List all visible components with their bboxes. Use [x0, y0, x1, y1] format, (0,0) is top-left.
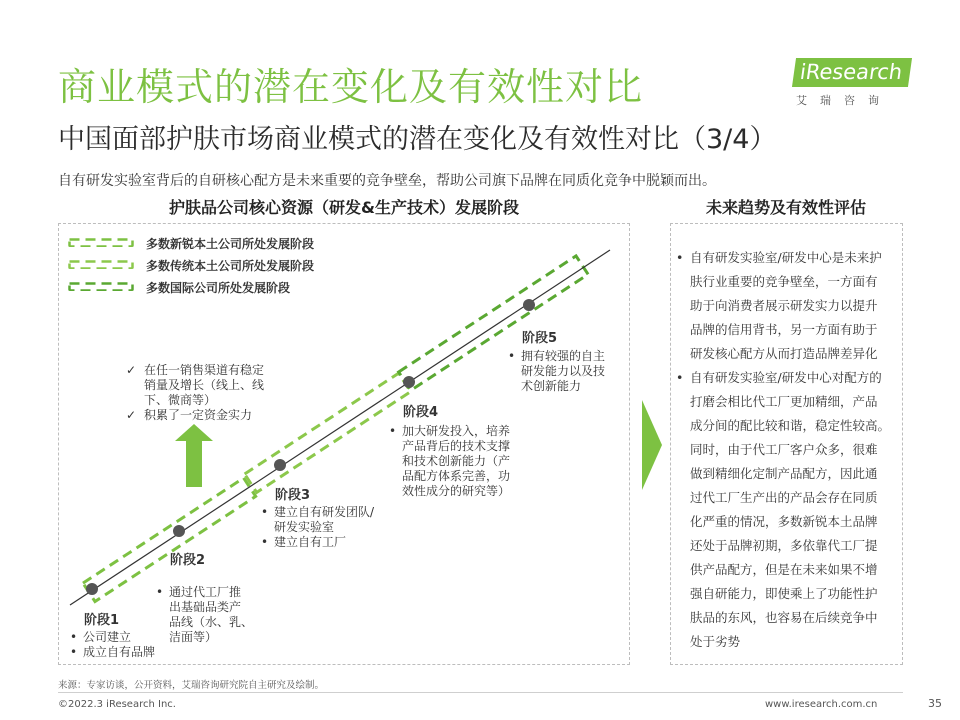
- legend-swatch-traditional: [68, 260, 134, 269]
- stage2-bullets: [156, 570, 253, 660]
- page-subtitle: 中国面部护肤市场商业模式的潜在变化及有效性对比（3/4）: [58, 124, 777, 155]
- left-section-heading: 护肤品公司核心资源（研发&生产技术）发展阶段: [169, 198, 519, 217]
- iresearch-logo: [790, 52, 915, 110]
- stage5-bullet: • 拥有较强的自主 研发能力以及技 术创新能力: [508, 349, 605, 394]
- stage4-point: [403, 376, 415, 388]
- check-note: [126, 363, 264, 408]
- up-arrow-icon: [175, 424, 213, 487]
- stage-diagram-svg: [58, 223, 630, 665]
- footer-divider: [58, 692, 903, 693]
- check-note-text: 在任一销售渠道有稳定: [144, 363, 265, 377]
- right-section-heading: 未来趋势及有效性评估: [705, 198, 866, 217]
- stage3-bullet: • 建立自有工厂: [261, 535, 374, 550]
- source-note: 来源：专家访谈，公开资料，艾瑞咨询研究院自主研究及绘制。: [58, 680, 325, 691]
- stage-diagram: [58, 223, 630, 665]
- page-number: 35: [928, 697, 942, 710]
- logo-wordmark: iResearch: [792, 58, 912, 87]
- stage3-bullet: • 建立自有研发团队/ 研发实验室: [261, 505, 374, 535]
- stage5-bullets: [508, 349, 605, 394]
- stage3-bullets: [261, 505, 374, 550]
- stage3-point: [274, 459, 286, 471]
- stage3-title: 阶段3: [275, 488, 311, 503]
- stage4-bullets: [389, 424, 510, 499]
- stage4-bullet: • 加大研发投入，培养 产品背后的技术支撑 和技术创新能力（产 品配方体系完善，功 效性成分的研究等）: [389, 424, 510, 499]
- legend-label: 多数国际公司所处发展阶段: [146, 281, 291, 295]
- chevron-right-icon: [640, 400, 662, 490]
- stage1-title: 阶段1: [84, 613, 120, 628]
- trend-item-text: • 自有研发实验室/研发中心是未来护 肤行业重要的竞争壁垒，一方面有 助于向消费者展示研发实力以提升 品牌的信用背书，另一方面有助于 研发核心配方从而打造品牌差异化: [690, 250, 882, 361]
- trend-item: [674, 246, 900, 366]
- trend-assessment-list: [674, 246, 900, 654]
- stage2-point: [173, 525, 185, 537]
- check-note-text: 下、微商等）: [144, 393, 217, 407]
- legend-label: 多数新锐本土公司所处发展阶段: [146, 237, 315, 251]
- trend-item: [674, 366, 900, 654]
- prerequisite-notes: [126, 363, 264, 423]
- check-note-text: 积累了一定资金实力: [144, 408, 253, 422]
- stage5-point: [523, 299, 535, 311]
- stage1-bullets: [70, 630, 155, 660]
- stage1-bullet: • 成立自有品牌: [70, 645, 155, 660]
- website-link[interactable]: www.iresearch.com.cn: [765, 699, 878, 710]
- check-note: [126, 408, 264, 423]
- logo-subtext: 艾瑞咨询: [796, 94, 892, 107]
- copyright-text: ©2022.3 iResearch Inc.: [58, 699, 176, 710]
- stage2-bullet: • 通过代工厂推 出基础品类产 品线（水、乳、 洁面等）: [156, 585, 253, 645]
- stage1-point: [86, 583, 98, 595]
- trend-item-text: • 自有研发实验室/研发中心对配方的 打磨会相比代工厂更加精细，产品 成分间的配比较和谐，稳定性较高。 同时，由于代工厂客户众多，很难 做到精细化定制产品配方，因此通 过代工厂生产出的产品会存在同质 化严重的情况，多数新锐本土品牌 还处于品牌初期，多依靠代工厂提 供产品配方，但是在未来如果不增 强自研能力，即使乘上了功能性护 肤品的东风，也容易在后续竞争中 处于劣势: [690, 370, 891, 649]
- legend-swatch-international: [68, 282, 134, 291]
- stage4-title: 阶段4: [403, 405, 439, 420]
- legend-label: 多数传统本土公司所处发展阶段: [146, 259, 315, 273]
- intro-text: 自有研发实验室背后的自研核心配方是未来重要的竞争壁垒，帮助公司旗下品牌在同质化竞争中脱颖而出。: [58, 173, 716, 189]
- stage5-title: 阶段5: [522, 331, 558, 346]
- legend-swatch-new: [68, 238, 134, 247]
- stage2-title: 阶段2: [170, 553, 206, 568]
- page-title: 商业模式的潜在变化及有效性对比: [58, 65, 644, 109]
- stage1-bullet: • 公司建立: [70, 630, 155, 645]
- check-note-text: 销量及增长（线上、线: [144, 378, 265, 392]
